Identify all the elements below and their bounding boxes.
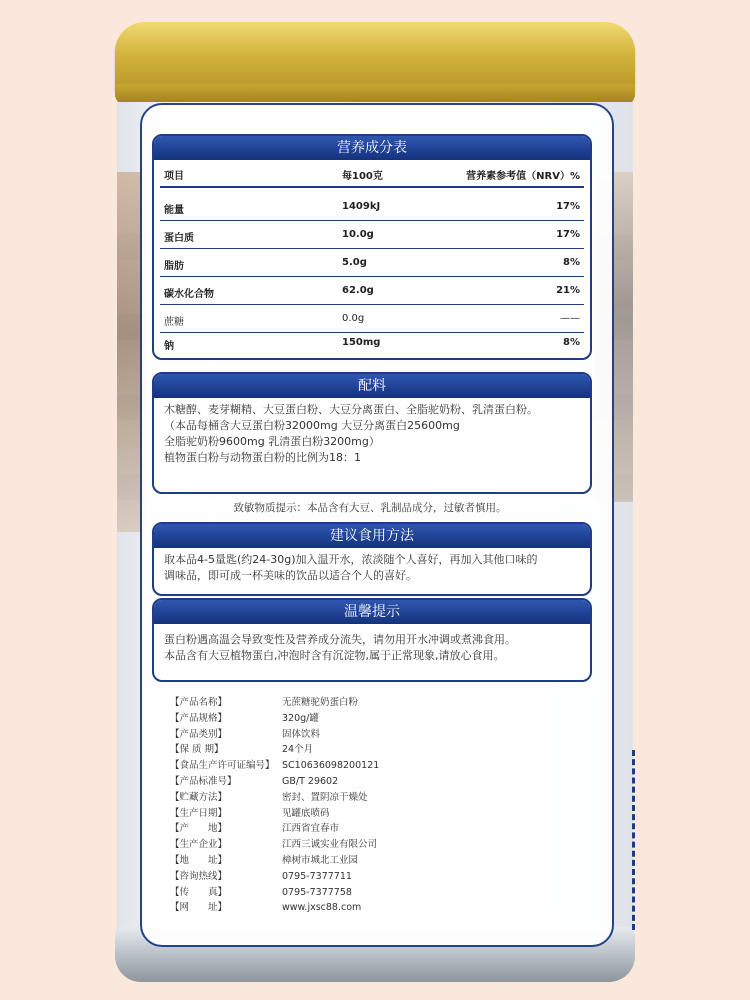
info-key: 【产品名称】 bbox=[170, 697, 228, 708]
divider bbox=[160, 186, 584, 188]
ingredients-line: （本品每桶含大豆蛋白粉32000mg 大豆分离蛋白25600mg bbox=[164, 419, 460, 432]
row-item: 钠 bbox=[164, 341, 174, 352]
table-row bbox=[154, 278, 590, 304]
usage-box bbox=[152, 522, 592, 596]
tips-text bbox=[154, 624, 590, 668]
info-row bbox=[170, 852, 379, 868]
info-value: www.jxsc88.com bbox=[282, 902, 362, 914]
info-row bbox=[170, 805, 379, 821]
usage-title: 建议食用方法 bbox=[154, 524, 590, 548]
nutrition-header-row bbox=[154, 160, 590, 186]
ingredients-box bbox=[152, 372, 592, 494]
info-key: 【产品规格】 bbox=[170, 712, 228, 724]
table-row bbox=[154, 222, 590, 248]
info-row bbox=[170, 741, 379, 757]
nutrition-table bbox=[152, 134, 592, 360]
info-value: 见罐底喷码 bbox=[282, 807, 330, 819]
info-row bbox=[170, 757, 379, 773]
row-item: 脂肪 bbox=[164, 261, 184, 272]
info-key: 【保 质 期】 bbox=[170, 744, 224, 756]
row-item: 蛋白质 bbox=[164, 233, 194, 244]
dashed-border-accent bbox=[622, 750, 635, 930]
row-per100: 0.0g bbox=[342, 313, 365, 324]
info-value: 0795-7377711 bbox=[282, 870, 352, 882]
info-row bbox=[170, 899, 379, 915]
info-value: 江西省宜春市 bbox=[282, 823, 340, 835]
tips-line: 蛋白粉遇高温会导致变性及营养成分流失，请勿用开水冲调或煮沸食用。 bbox=[164, 633, 516, 646]
divider bbox=[160, 304, 584, 305]
info-value: 固体饮料 bbox=[282, 728, 321, 740]
divider bbox=[160, 276, 584, 277]
info-row bbox=[170, 884, 379, 900]
header-per100: 每100克 bbox=[342, 171, 383, 182]
info-key: 【生产企业】 bbox=[170, 839, 228, 851]
info-key: 【网 址】 bbox=[170, 902, 228, 914]
info-row bbox=[170, 726, 379, 742]
info-row bbox=[170, 710, 379, 726]
info-value: 320g/罐 bbox=[282, 712, 319, 724]
ingredients-line: 木糖醇、麦芽糊精、大豆蛋白粉、大豆分离蛋白、全脂驼奶粉、乳清蛋白粉。 bbox=[164, 403, 538, 416]
row-per100: 1409kJ bbox=[342, 201, 381, 212]
info-key: 【地 址】 bbox=[170, 854, 228, 866]
row-nrv: 8% bbox=[563, 257, 580, 268]
ingredients-line: 植物蛋白粉与动物蛋白粉的比例为18：1 bbox=[164, 451, 361, 464]
info-row bbox=[170, 836, 379, 852]
ingredients-text bbox=[154, 398, 590, 470]
table-row bbox=[154, 306, 590, 332]
row-nrv: 21% bbox=[556, 285, 580, 296]
allergen-warning: 致敏物质提示：本品含有大豆、乳制品成分，过敏者慎用。 bbox=[233, 502, 507, 514]
info-key: 【食品生产许可证编号】 bbox=[170, 760, 275, 772]
divider bbox=[160, 220, 584, 221]
table-row bbox=[154, 330, 590, 356]
info-key: 【贮藏方法】 bbox=[170, 791, 228, 803]
tips-title: 温馨提示 bbox=[154, 600, 590, 624]
tips-line: 本品含有大豆植物蛋白,冲泡时含有沉淀物,属于正常现象,请放心食用。 bbox=[164, 649, 505, 662]
row-nrv: 8% bbox=[563, 337, 580, 348]
info-key: 【产品类别】 bbox=[170, 728, 228, 740]
nutrition-title: 营养成分表 bbox=[154, 136, 590, 160]
info-value: 密封、置阴凉干燥处 bbox=[282, 791, 368, 803]
info-value: SC10636098200121 bbox=[282, 760, 380, 772]
info-key: 【生产日期】 bbox=[170, 807, 228, 819]
row-item: 碳水化合物 bbox=[164, 289, 214, 300]
row-item: 蔗糖 bbox=[164, 317, 184, 328]
info-key: 【咨询热线】 bbox=[170, 870, 228, 882]
info-value: GB/T 29602 bbox=[282, 775, 339, 787]
info-key: 【产 地】 bbox=[170, 823, 228, 835]
info-row bbox=[170, 789, 379, 805]
row-per100: 10.0g bbox=[342, 229, 374, 240]
usage-line: 调味品，即可成一杯美味的饮品以适合个人的喜好。 bbox=[164, 569, 417, 582]
info-value: 24个月 bbox=[282, 744, 314, 756]
usage-text bbox=[154, 548, 590, 588]
info-row bbox=[170, 820, 379, 836]
header-item: 项目 bbox=[164, 171, 184, 182]
info-value: 江西三诚实业有限公司 bbox=[282, 839, 378, 851]
tips-box bbox=[152, 598, 592, 682]
header-nrv: 营养素参考值（NRV）% bbox=[466, 171, 580, 182]
row-per100: 150mg bbox=[342, 337, 381, 348]
ingredients-title: 配料 bbox=[154, 374, 590, 398]
usage-line: 取本品4-5量匙(约24-30g)加入温开水，浓淡随个人喜好，再加入其他口味的 bbox=[164, 553, 538, 566]
info-value: 樟树市城北工业园 bbox=[282, 854, 359, 866]
ingredients-line: 全脂驼奶粉9600mg 乳清蛋白粉3200mg） bbox=[164, 435, 380, 448]
info-row bbox=[170, 694, 379, 710]
row-nrv: 17% bbox=[556, 229, 580, 240]
row-per100: 5.0g bbox=[342, 257, 367, 268]
info-row bbox=[170, 868, 379, 884]
table-row bbox=[154, 194, 590, 220]
row-nrv: —— bbox=[560, 313, 580, 324]
info-key: 【产品标准号】 bbox=[170, 775, 237, 787]
info-value: 无蔗糖驼奶蛋白粉 bbox=[282, 697, 359, 708]
divider bbox=[160, 248, 584, 249]
row-nrv: 17% bbox=[556, 201, 580, 212]
table-row bbox=[154, 250, 590, 276]
info-key: 【传 真】 bbox=[170, 886, 228, 898]
info-row bbox=[170, 773, 379, 789]
product-info-list bbox=[170, 694, 379, 915]
row-item: 能量 bbox=[164, 205, 184, 216]
info-value: 0795-7377758 bbox=[282, 886, 352, 898]
row-per100: 62.0g bbox=[342, 285, 374, 296]
